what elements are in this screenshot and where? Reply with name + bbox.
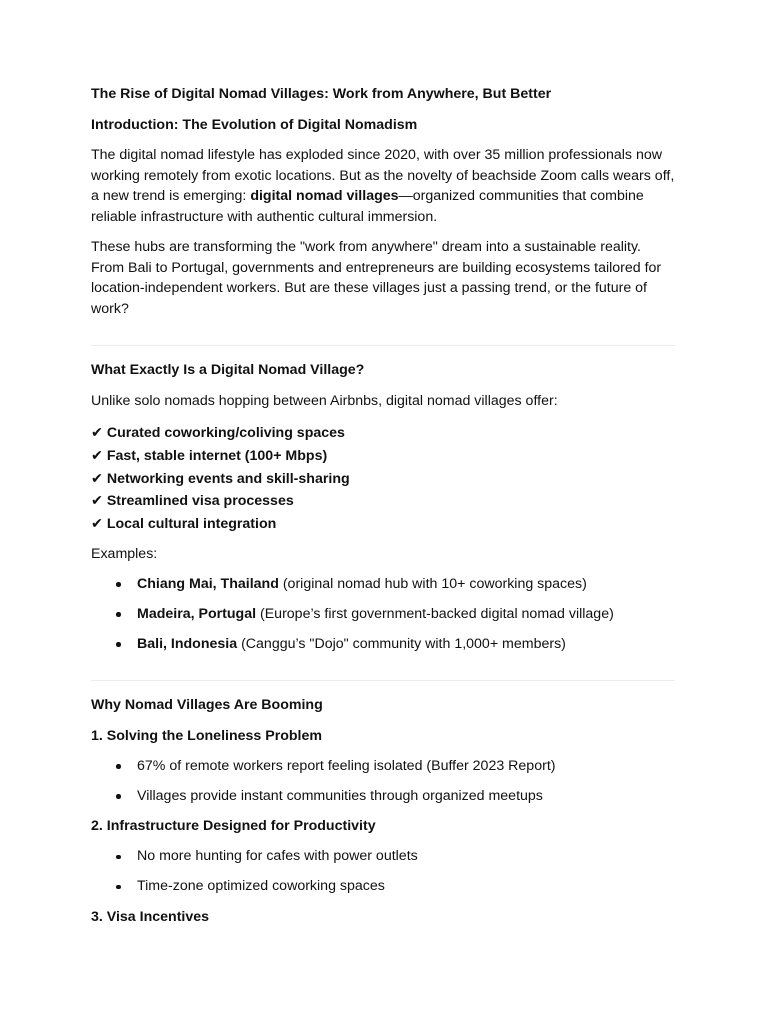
reason-1-heading: 1. Solving the Loneliness Problem <box>91 727 322 744</box>
example-desc: (Europe’s first government-backed digital nomad village) <box>256 605 614 622</box>
list-item: Time-zone optimized coworking spaces <box>91 876 675 897</box>
list-item: 67% of remote workers report feeling isolated (Buffer 2023 Report) <box>91 756 675 777</box>
checklist-item: ✔ Curated coworking/coliving spaces <box>91 425 345 441</box>
example-desc: (Canggu’s "Dojo" community with 1,000+ members) <box>237 635 566 652</box>
intro-p1-text-end: —organized communities that combine reliable infrastructure with authentic cultural immersion. <box>91 188 644 225</box>
list-item <box>91 634 675 655</box>
list-item: Villages provide instant communities through organized meetups <box>91 786 675 807</box>
example-desc: (original nomad hub with 10+ coworking spaces) <box>278 575 587 592</box>
list-item: No more hunting for cafes with power outlets <box>91 846 675 867</box>
checklist-item: ✔ Streamlined visa processes <box>91 493 294 510</box>
examples-label: Examples: <box>91 545 158 562</box>
examples-list <box>91 574 675 655</box>
checklist-item: ✔ Local cultural integration <box>91 516 277 533</box>
section-divider <box>91 345 675 346</box>
reason-1-list <box>91 756 675 807</box>
example-name: Madeira, Portugal <box>137 605 257 622</box>
article-body <box>91 84 675 927</box>
what-lead: Unlike solo nomads hopping between Airbnbs, digital nomad villages offer: <box>91 392 558 409</box>
example-name: Chiang Mai, Thailand <box>137 575 279 592</box>
checklist-item: ✔ Fast, stable internet (100+ Mbps) <box>91 447 328 464</box>
feature-checklist <box>91 422 675 536</box>
intro-p1-bold: digital nomad villages <box>250 188 399 204</box>
intro-paragraph-2: These hubs are transforming the "work from anywhere" dream into a sustainable reality. From Bali to Portugal, governments and entrepreneurs are building ecosystems tailored for location-independent workers. But are these villages just a passing trend, or the future of work? <box>91 239 662 317</box>
reason-3-heading: 3. Visa Incentives <box>91 908 210 925</box>
reason-2-list <box>91 846 675 897</box>
what-heading: What Exactly Is a Digital Nomad Village? <box>91 362 365 378</box>
list-item <box>91 574 675 595</box>
example-name: Bali, Indonesia <box>137 635 238 652</box>
reason-2-heading: 2. Infrastructure Designed for Productivity <box>91 818 376 835</box>
list-item <box>91 604 675 625</box>
intro-paragraph-1 <box>91 145 675 227</box>
section-divider <box>91 680 675 681</box>
why-heading: Why Nomad Villages Are Booming <box>91 697 323 714</box>
intro-p1-text: The digital nomad lifestyle has exploded since 2020, with over 35 million professionals now working remotely from exotic locations. But as the novelty of beachside Zoom calls wears off, a new trend is emerging: <box>91 147 675 204</box>
checklist-item: ✔ Networking events and skill-sharing <box>91 470 350 487</box>
article-title: The Rise of Digital Nomad Villages: Work from Anywhere, But Better <box>91 86 552 102</box>
intro-heading: Introduction: The Evolution of Digital Nomadism <box>91 116 418 133</box>
